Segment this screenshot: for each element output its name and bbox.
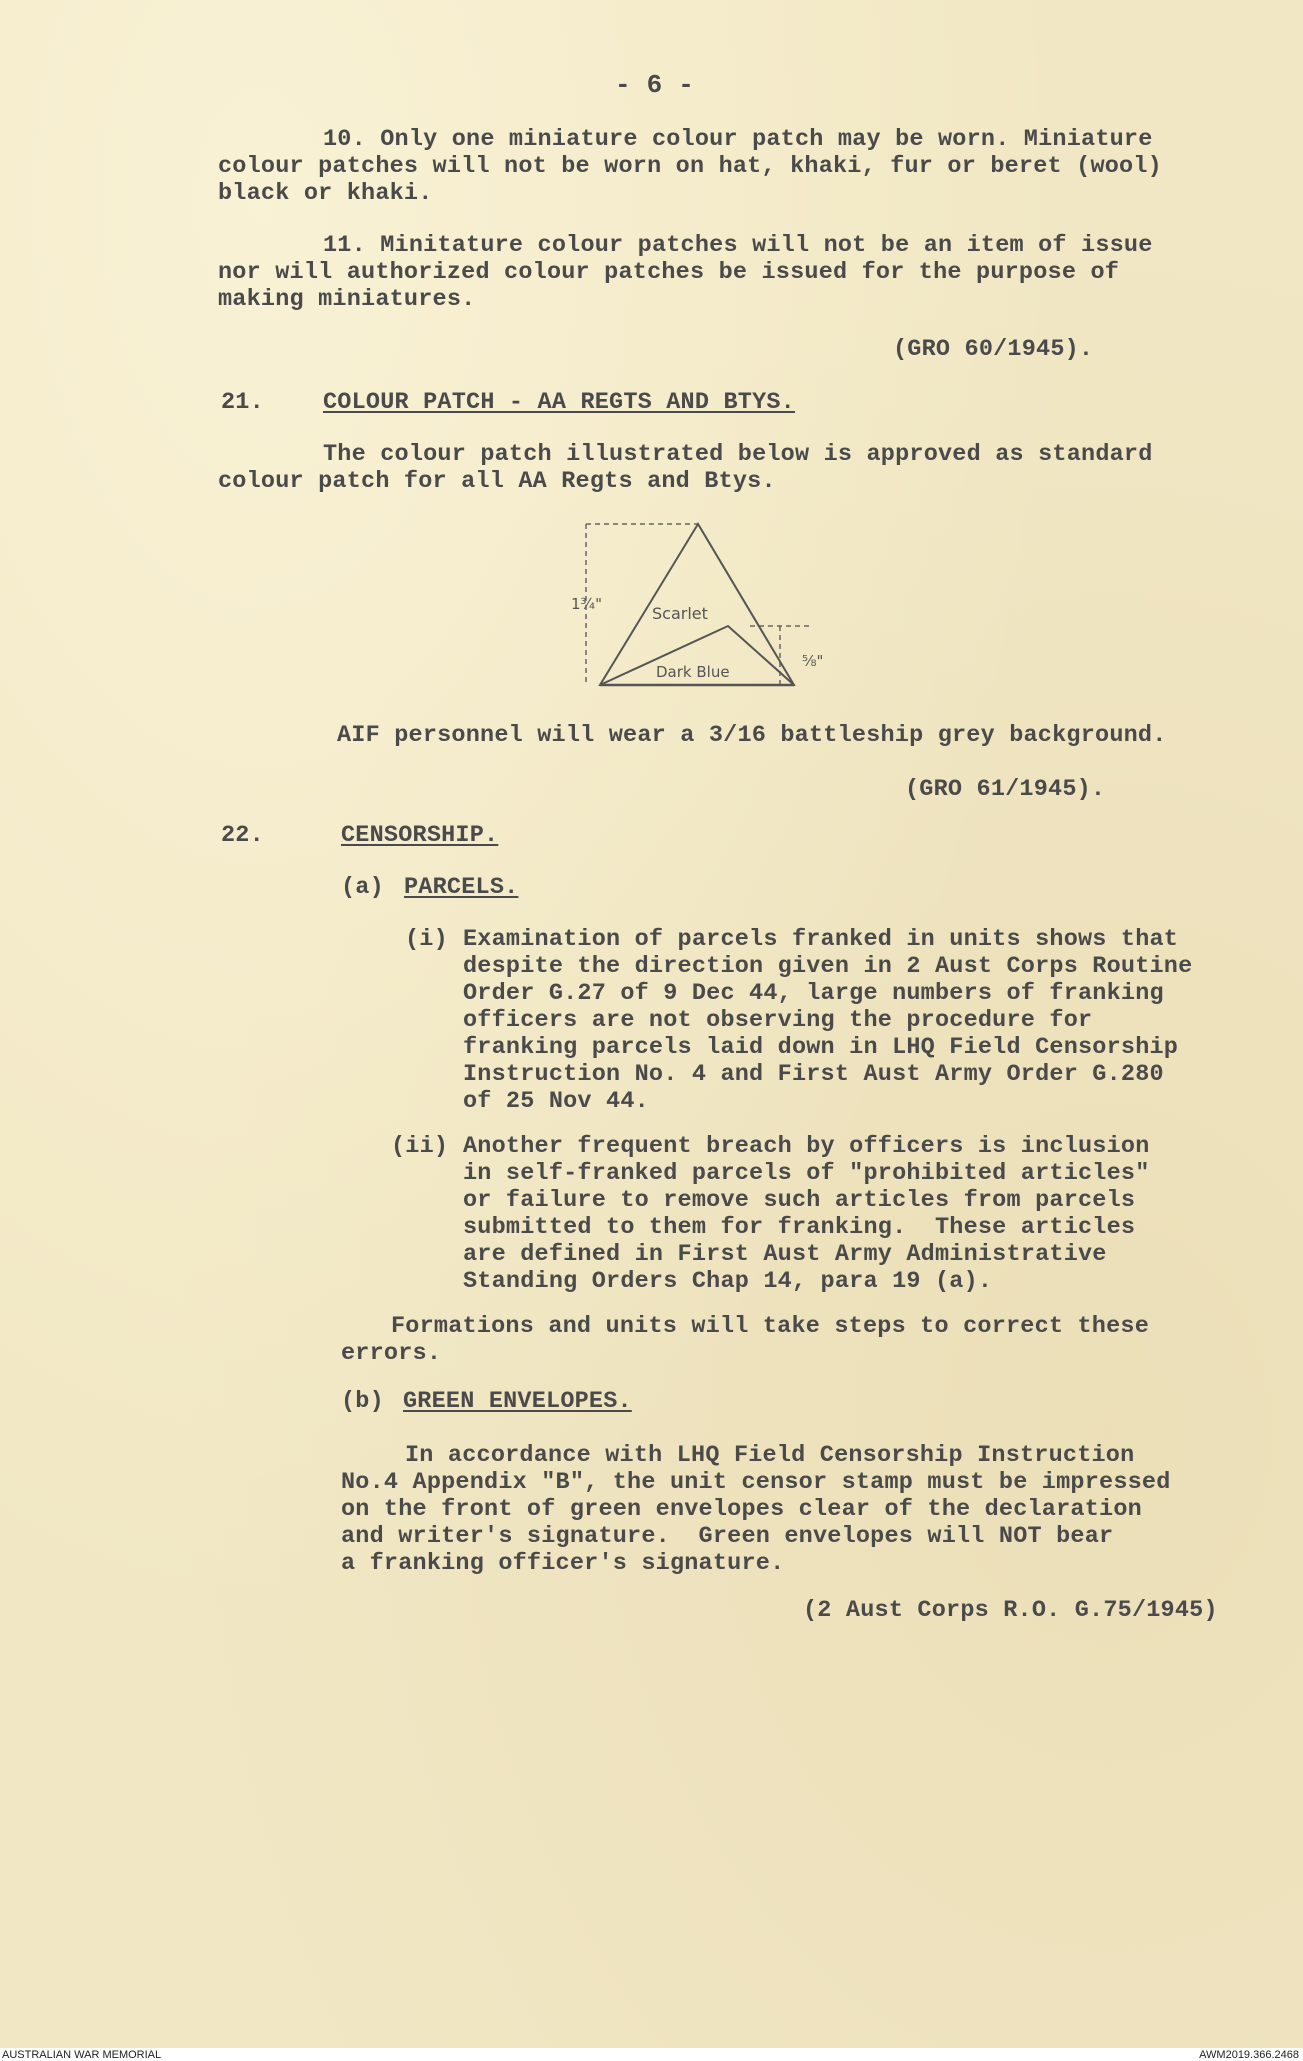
para11-line-3: making miniatures.	[218, 286, 476, 313]
formations-line-2: errors.	[341, 1340, 442, 1367]
section-21-number: 21.	[221, 389, 264, 416]
green-envelopes-line-5: a franking officer's signature.	[341, 1550, 785, 1577]
green-envelopes-line-2: No.4 Appendix "B", the unit censor stamp must be impressed	[341, 1469, 1171, 1496]
item-i-label: (i)	[405, 926, 448, 953]
ref-gro-61: (GRO 61/1945).	[905, 776, 1106, 803]
subsection-b-heading: GREEN ENVELOPES.	[403, 1388, 632, 1415]
item-i-line-4: officers are not observing the procedure for	[463, 1007, 1093, 1034]
para10-line-3: black or khaki.	[218, 180, 433, 207]
para11-line-1: 11. Minitature colour patches will not be an item of issue	[323, 232, 1153, 259]
item-ii-label: (ii)	[391, 1133, 449, 1160]
section-22-number: 22.	[221, 822, 264, 849]
aif-background-line: AIF personnel will wear a 3/16 battleship grey background.	[337, 722, 1167, 749]
footer-accession-number: AWM2019.366.2468	[1199, 2049, 1299, 2061]
item-i-line-5: franking parcels laid down in LHQ Field Censorship	[463, 1034, 1179, 1061]
item-ii-line-3: or failure to remove such articles from parcels	[463, 1187, 1136, 1214]
item-ii-line-1: Another frequent breach by officers is inclusion	[463, 1133, 1150, 1160]
item-ii-line-4: submitted to them for franking. These articles	[463, 1214, 1136, 1241]
subsection-a-heading: PARCELS.	[404, 874, 519, 901]
patch-lower-colour-label: Dark Blue	[656, 663, 730, 681]
ref-2-aust-corps: (2 Aust Corps R.O. G.75/1945)	[803, 1597, 1218, 1624]
section-21-line-2: colour patch for all AA Regts and Btys.	[218, 468, 776, 495]
section-21-heading: COLOUR PATCH - AA REGTS AND BTYS.	[323, 389, 795, 416]
patch-upper-colour-label: Scarlet	[652, 604, 708, 623]
green-envelopes-line-3: on the front of green envelopes clear of the declaration	[341, 1496, 1142, 1523]
section-21-line-1: The colour patch illustrated below is approved as standard	[323, 441, 1153, 468]
item-i-line-1: Examination of parcels franked in units shows that	[463, 926, 1179, 953]
footer-institution: AUSTRALIAN WAR MEMORIAL	[2, 2049, 162, 2061]
patch-band-label: ⅝"	[802, 652, 824, 670]
subsection-a-label: (a)	[341, 874, 384, 901]
green-envelopes-line-1: In accordance with LHQ Field Censorship Instruction	[405, 1442, 1135, 1469]
formations-line-1: Formations and units will take steps to correct these	[391, 1313, 1150, 1340]
subsection-b-label: (b)	[341, 1388, 384, 1415]
para10-line-2: colour patches will not be worn on hat, khaki, fur or beret (wool)	[218, 153, 1162, 180]
item-i-line-7: of 25 Nov 44.	[463, 1088, 649, 1115]
patch-height-label: 1¾"	[571, 595, 602, 613]
colour-patch-diagram	[571, 520, 830, 690]
section-22-heading: CENSORSHIP.	[341, 822, 499, 849]
item-i-line-6: Instruction No. 4 and First Aust Army Order G.280	[463, 1061, 1164, 1088]
item-ii-line-6: Standing Orders Chap 14, para 19 (a).	[463, 1268, 993, 1295]
item-ii-line-5: are defined in First Aust Army Administrative	[463, 1241, 1107, 1268]
item-i-line-2: despite the direction given in 2 Aust Corps Routine	[463, 953, 1193, 980]
para11-line-2: nor will authorized colour patches be issued for the purpose of	[218, 259, 1120, 286]
ref-gro-60: (GRO 60/1945).	[893, 336, 1094, 363]
green-envelopes-line-4: and writer's signature. Green envelopes will NOT bear	[341, 1523, 1114, 1550]
item-i-line-3: Order G.27 of 9 Dec 44, large numbers of franking	[463, 980, 1164, 1007]
page-number: - 6 -	[615, 70, 695, 100]
para10-line-1: 10. Only one miniature colour patch may be worn. Miniature	[323, 126, 1153, 153]
item-ii-line-2: in self-franked parcels of "prohibited articles"	[463, 1160, 1150, 1187]
